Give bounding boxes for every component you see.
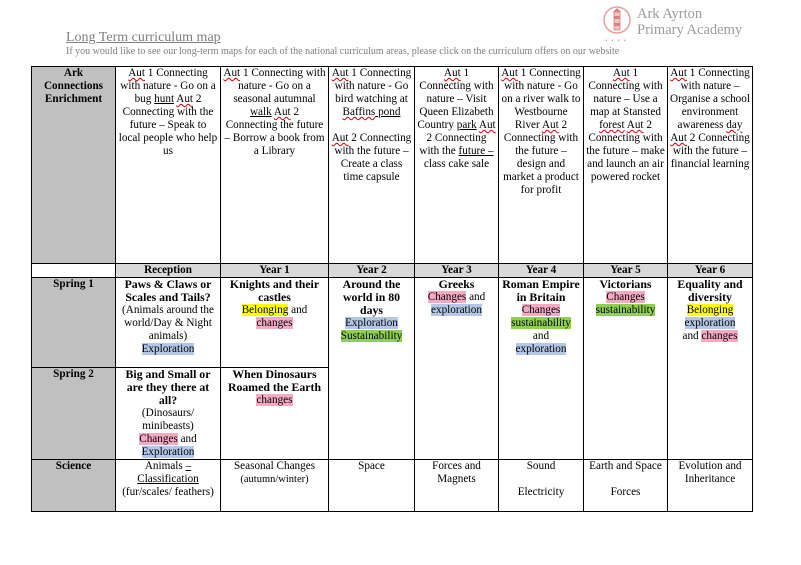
spring2-reception: Big and Small or are they there at all? (Dinosaurs/ minibeasts) Changes and Exploration bbox=[116, 368, 221, 460]
year-header-year-5: Year 5 bbox=[584, 264, 668, 278]
science-year-6: Evolution and Inheritance bbox=[668, 460, 753, 512]
year-header-year-1: Year 1 bbox=[221, 264, 329, 278]
enrichment-row bbox=[32, 67, 753, 264]
science-year-2: Space bbox=[329, 460, 415, 512]
spring-year-4: Roman Empire in Britain Changes sustainability and exploration bbox=[499, 278, 584, 460]
spring-year-6: Equality and diversity Belonging exploration and changes bbox=[668, 278, 753, 460]
science-year-4: Sound Electricity bbox=[499, 460, 584, 512]
spring-year-5: Victorians Changes sustainability bbox=[584, 278, 668, 460]
row-header-spring-2: Spring 2 bbox=[32, 368, 116, 460]
enrichment-year-1: Aut 1 Connecting with nature - Go on a seasonal autumnal walk Aut 2 Connecting the future – Borrow a book from a Library bbox=[221, 67, 329, 264]
spring1-year-1: Knights and their castles Belonging and changes bbox=[221, 278, 329, 368]
spring-1-row bbox=[32, 278, 753, 368]
science-year-1: Seasonal Changes (autumn/winter) bbox=[221, 460, 329, 512]
curriculum-map-table bbox=[31, 66, 753, 512]
page-subtitle: If you would like to see our long-term maps for each of the national curriculum areas, please click on the curriculum offers on our website bbox=[66, 46, 620, 57]
year-header-row bbox=[32, 264, 753, 278]
enrichment-year-3: Aut 1 Connecting with nature – Visit Queen Elizabeth Country park Aut 2 Connecting with the future – class cake sale bbox=[415, 67, 499, 264]
row-header-science: Science bbox=[32, 460, 116, 512]
spring-year-3: Greeks Changes and exploration bbox=[415, 278, 499, 460]
school-logo bbox=[603, 6, 793, 46]
row-header-enrichment: Ark Connections Enrichment bbox=[32, 67, 116, 264]
school-name bbox=[637, 6, 742, 38]
year-header-year-3: Year 3 bbox=[415, 264, 499, 278]
year-header-year-4: Year 4 bbox=[499, 264, 584, 278]
school-name-line-2: Primary Academy bbox=[637, 22, 743, 38]
science-year-3: Forces and Magnets bbox=[415, 460, 499, 512]
spring-year-2: Around the world in 80 days Exploration Sustainability bbox=[329, 278, 415, 460]
row-header-spring-1: Spring 1 bbox=[32, 278, 116, 368]
year-header-blank bbox=[32, 264, 116, 278]
spring1-reception: Paws & Claws or Scales and Tails? (Animals around the world/Day & Night animals) Exploration bbox=[116, 278, 221, 368]
logo-dots: • • • • bbox=[605, 37, 628, 45]
spring2-year-1: When Dinosaurs Roamed the Earth changes bbox=[221, 368, 329, 460]
enrichment-reception: Aut 1 Connecting with nature - Go on a bug hunt Aut 2 Connecting with the future – Speak to local people who help us bbox=[116, 67, 221, 264]
science-reception: Animals – Classification (fur/scales/ feathers) bbox=[116, 460, 221, 512]
year-header-reception: Reception bbox=[116, 264, 221, 278]
science-year-5: Earth and Space Forces bbox=[584, 460, 668, 512]
page-title: Long Term curriculum map bbox=[66, 30, 221, 45]
school-name-line-1: Ark Ayrton bbox=[637, 6, 703, 22]
year-header-year-2: Year 2 bbox=[329, 264, 415, 278]
enrichment-year-2: Aut 1 Connecting with nature - Go bird watching at Baffins pond Aut 2 Connecting with the future – Create a class time capsule bbox=[329, 67, 415, 264]
enrichment-year-5: Aut 1 Connecting with nature – Use a map at Stansted forest Aut 2 Connecting with the future – make and launch an air powered rocket bbox=[584, 67, 668, 264]
enrichment-year-6: Aut 1 Connecting with nature – Organise a school environment awareness day Aut 2 Connecting with the future – financial learning bbox=[668, 67, 753, 264]
science-row bbox=[32, 460, 753, 512]
year-header-year-6: Year 6 bbox=[668, 264, 753, 278]
enrichment-year-4: Aut 1 Connecting with nature - Go on a river walk to Westbourne River Aut 2 Connecting with the future – design and market a product for profit bbox=[499, 67, 584, 264]
